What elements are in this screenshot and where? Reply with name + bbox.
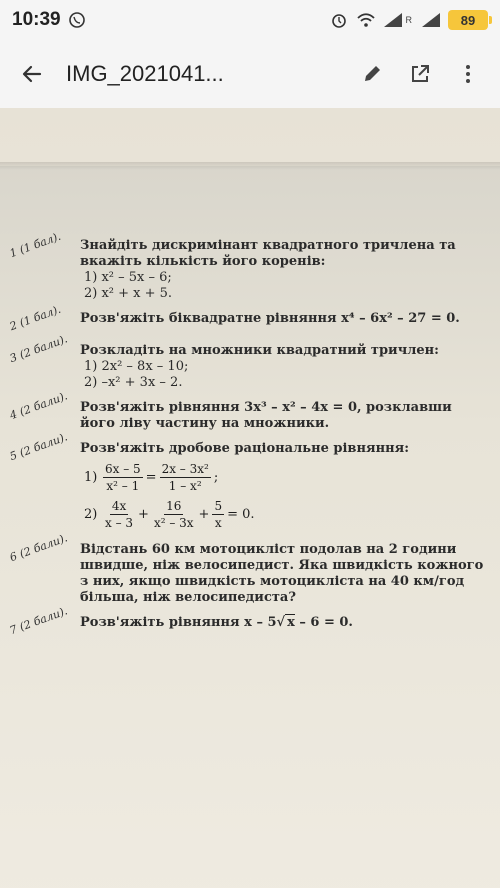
task-3	[8, 332, 488, 391]
alarm-icon	[330, 11, 348, 29]
numerator: 16	[166, 499, 182, 513]
task-statement: Розв'яжіть біквадратне рівняння x⁴ – 6x² – 27 = 0.	[80, 311, 460, 326]
battery-level: 89	[460, 12, 476, 28]
equation-index: 1)	[84, 469, 98, 485]
task-number: 5 (2 бали).	[8, 430, 70, 464]
fraction	[152, 498, 196, 531]
task-5	[8, 430, 488, 533]
open-external-button[interactable]	[400, 54, 440, 94]
photo-viewer[interactable]	[0, 108, 500, 888]
viber-icon	[69, 12, 85, 28]
signal-icon	[384, 13, 402, 27]
task-number: 7 (2 бали).	[8, 604, 70, 638]
task-statement: Відстань 60 км мотоцикліст подолав на 2 години швидше, ніж велосипедист. Яка швидкість кожного з них, якщо швидкість мотоцикліста на 40 км/год більша, ніж велосипедиста?	[80, 542, 484, 605]
edit-button[interactable]	[352, 54, 392, 94]
numerator: 5	[214, 499, 223, 513]
pencil-icon	[361, 63, 383, 85]
open-in-new-icon	[409, 63, 431, 85]
task-sub-item: 1) 2x² – 8x – 10;	[84, 359, 189, 374]
signal-label: R	[405, 15, 412, 25]
more-options-button[interactable]	[448, 54, 488, 94]
task-number: 2 (1 бал).	[8, 302, 63, 334]
equation-end: = 0.	[227, 506, 255, 522]
task-7	[8, 604, 488, 638]
task-6	[8, 531, 488, 606]
numerator: 4x	[111, 499, 127, 513]
image-title: IMG_2021041...	[66, 61, 224, 86]
task-statement	[80, 615, 488, 631]
task-4	[8, 389, 488, 432]
fraction	[212, 498, 224, 531]
task-statement: Знайдіть дискримінант квадратного тричлена та вкажіть кількість його коренів:	[80, 238, 456, 269]
sqrt-sign: √	[276, 615, 286, 630]
operator: +	[198, 506, 210, 522]
numerator: 2x – 3x²	[161, 462, 209, 476]
status-time: 10:39	[12, 9, 61, 30]
numerator: 6x – 5	[105, 462, 141, 476]
status-right	[330, 10, 489, 30]
equation-1	[84, 461, 488, 494]
fraction	[103, 498, 135, 531]
denominator: x – 3	[105, 516, 134, 530]
battery-indicator	[448, 10, 488, 30]
fraction	[103, 461, 143, 494]
appbar-actions	[352, 54, 488, 94]
task-number: 4 (2 бали).	[8, 389, 70, 423]
task-sub-item: 2) x² + x + 5.	[84, 286, 173, 301]
task-sub-item: 2) –x² + 3x – 2.	[84, 375, 183, 390]
status-left-icons	[69, 12, 85, 28]
fraction	[160, 461, 211, 494]
task-1	[8, 229, 488, 302]
denominator: 1 – x²	[168, 479, 202, 493]
denominator: x² – 3x	[153, 516, 194, 530]
task-number: 3 (2 бали).	[8, 332, 70, 366]
wifi-icon	[356, 12, 376, 28]
equation-end: ;	[213, 469, 219, 485]
signal-icon-2	[422, 13, 440, 27]
denominator: x	[214, 516, 222, 530]
task-2	[8, 302, 488, 334]
denominator: x² – 1	[106, 479, 140, 493]
app-bar	[0, 40, 500, 108]
book-page	[0, 166, 500, 888]
more-vert-icon	[463, 63, 473, 85]
status-bar	[0, 0, 500, 40]
task-number: 6 (2 бали).	[8, 531, 70, 565]
operator: +	[138, 506, 149, 522]
back-arrow-icon	[20, 62, 44, 86]
task-statement: Розв'яжіть дробове раціональне рівняння:	[80, 441, 410, 456]
task-list	[8, 229, 488, 647]
task-statement: Розкладіть на множники квадратний тричлен:	[80, 343, 439, 358]
equation-index: 2)	[84, 506, 98, 522]
task-number: 1 (1 бал).	[8, 229, 63, 261]
statement-part: Розв'яжіть рівняння x – 5	[80, 615, 277, 630]
task-sub-item: 1) x² – 5x – 6;	[84, 270, 172, 285]
back-button[interactable]	[12, 54, 52, 94]
sqrt-argument: x	[287, 615, 295, 630]
statement-part: – 6 = 0.	[294, 615, 353, 630]
operator: =	[145, 469, 157, 485]
task-statement: Розв'яжіть рівняння 3x³ – x² – 4x = 0, розклавши його ліву частину на множники.	[80, 400, 452, 431]
equation-2	[84, 498, 488, 531]
